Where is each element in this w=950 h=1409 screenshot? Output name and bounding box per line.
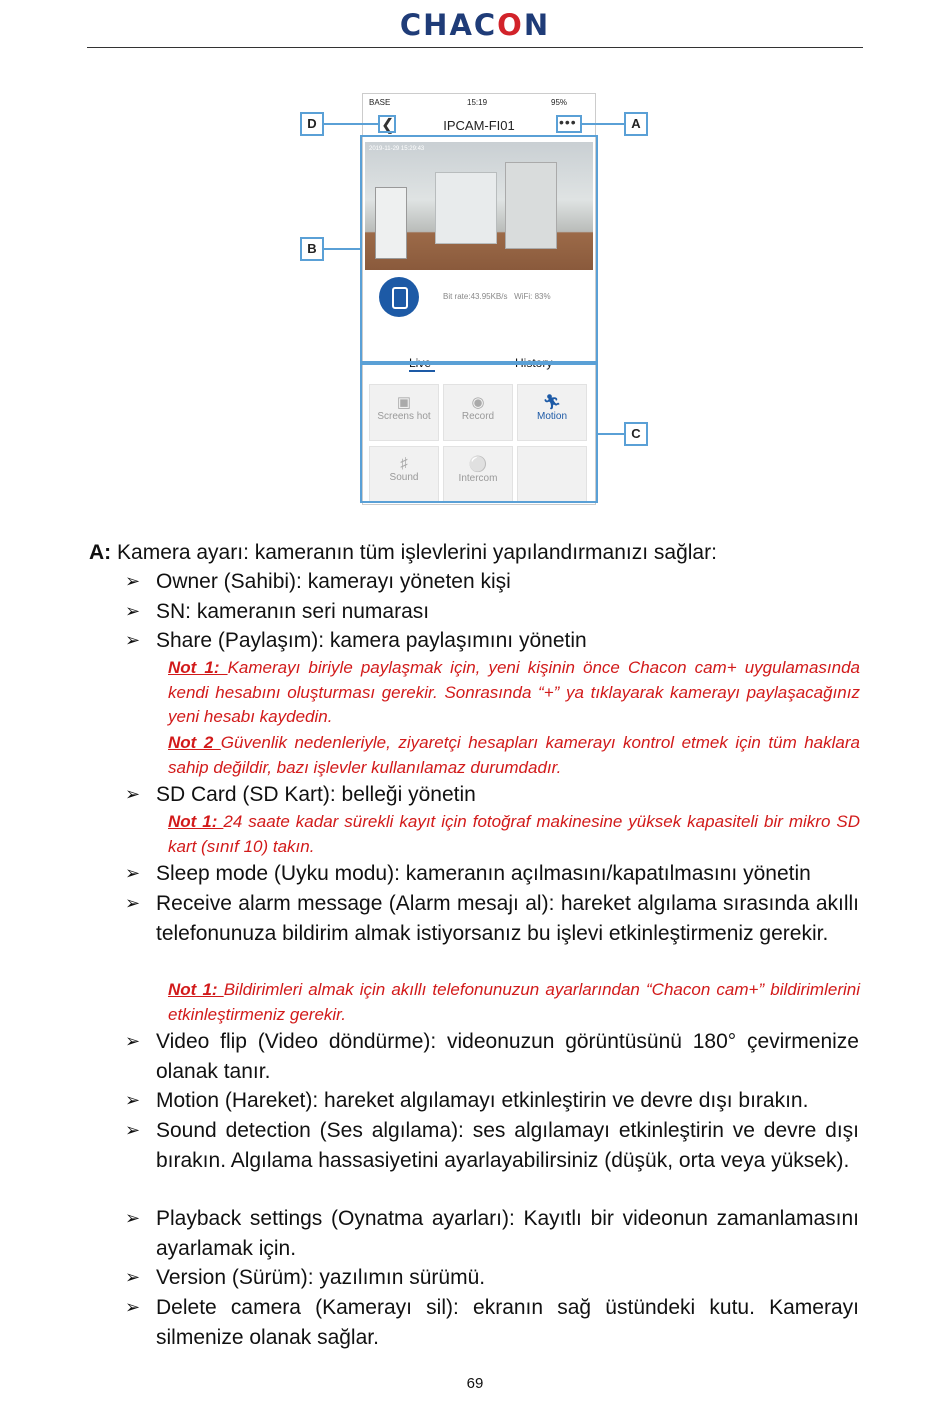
screenshot-icon: ▣ <box>396 394 412 411</box>
note-alarm-1: Not 1: Bildirimleri almak için akıllı telefonunuzun ayarlarından “Chacon cam+” bildirimlerini etkinleştirmeniz gerekir. <box>168 980 860 1024</box>
carrier: BASE <box>369 98 391 107</box>
list-item: ➢ Receive alarm message (Alarm mesajı al): hareket algılama sırasında akıllı telefonunuza bildirim almak istiyorsanız bu işlevi etkinleştirmeniz gerekir. <box>125 892 859 945</box>
battery: 95% <box>551 98 568 107</box>
camera-title: IPCAM-FI01 <box>443 118 515 133</box>
intro-line: A: Kamera ayarı: kameranın tüm işlevlerini yapılandırmanızı sağlar: <box>89 541 717 564</box>
list-item: ➢ SN: kameranın seri numarası <box>125 600 430 623</box>
list-item: ➢ Video flip (Video döndürme): videonuzun görüntüsünü 180° çevirmenize olanak tanır. <box>125 1030 859 1083</box>
video-timestamp: 2019-11-29 15:29:43 <box>369 146 425 152</box>
header-rule <box>87 47 863 48</box>
chacon-logo: CHACON <box>399 8 551 42</box>
status-time: 15:19 <box>467 98 488 107</box>
note-share-1: Not 1: Kamerayı biriyle paylaşmak için, yeni kişinin önce Chacon cam+ uygulamasında kendi hesabını oluşturması gerekir. Sonrasında “+” ya tıklayarak kamerayı paylaşacağınız yeni hesabı kaydedin. <box>168 658 861 726</box>
screenshot-button[interactable]: ▣ Screens hot <box>369 384 439 441</box>
wifi: WiFi: 83% <box>514 292 551 301</box>
record-icon: ◉ <box>471 394 485 411</box>
list-item: ➢ Motion (Hareket): hareket algılamayı etkinleştirin ve devre dışı bırakın. <box>125 1089 809 1112</box>
record-button[interactable]: ◉ Record <box>443 384 513 441</box>
more-icon[interactable]: ••• <box>559 114 577 130</box>
leader-a <box>580 123 624 125</box>
tab-history[interactable]: History <box>515 356 553 370</box>
leader-b <box>324 248 360 250</box>
callout-box-d <box>378 115 396 133</box>
microphone-icon: ⚪ <box>468 456 488 473</box>
list-item: ➢ Share (Paylaşım): kamera paylaşımını yönetin <box>125 629 587 652</box>
list-item: ➢ Delete camera (Kamerayı sil): ekranın sağ üstündeki kutu. Kamerayı silmenize olanak sağlar. <box>125 1296 859 1349</box>
tab-live[interactable]: Live <box>409 356 432 370</box>
label-a: A <box>624 112 648 136</box>
leader-d <box>324 123 378 125</box>
app-screenshot-figure <box>290 83 660 508</box>
note-sd-1: Not 1: 24 saate kadar sürekli kayıt için fotoğraf makinesine yüksek kapasiteli bir mikro SD kart (sınıf 10) takın. <box>168 812 860 856</box>
label-d: D <box>300 112 324 136</box>
leader-c <box>596 433 624 435</box>
sound-button[interactable]: ♯ Sound <box>369 446 439 503</box>
note-share-2: Not 2 Güvenlik nedenleriyle, ziyaretçi hesapları kamerayı kontrol etmek için tüm haklara sahip değildir, bazı işlevler kullanılamaz durumdadır. <box>168 733 860 777</box>
callout-box-c <box>360 363 598 503</box>
page-number: 69 <box>466 1375 484 1392</box>
label-b: B <box>300 237 324 261</box>
callout-box-a <box>556 115 582 133</box>
list-item: ➢ SD Card (SD Kart): belleği yönetin <box>125 783 476 806</box>
list-item: ➢ Sound detection (Ses algılama): ses algılamayı etkinleştirin ve devre dışı bırakın. Algılama hassasiyetini ayarlayabilirsiniz (düşük, orta veya yüksek). <box>125 1119 859 1172</box>
sound-muted-icon: ♯ <box>400 455 408 472</box>
list-item: ➢ Playback settings (Oynatma ayarları): Kayıtlı bir videonun zamanlamasını ayarlamak için. <box>125 1207 859 1260</box>
motion-button[interactable]: 🏃︎ Motion <box>517 384 587 441</box>
status-bar <box>363 94 595 110</box>
list-item: ➢ Owner (Sahibi): kamerayı yöneten kişi <box>125 570 511 593</box>
label-c: C <box>624 422 648 446</box>
back-icon[interactable]: ❮ <box>381 117 395 134</box>
callout-box-b <box>360 135 598 363</box>
motion-icon: 🏃︎ <box>542 394 562 411</box>
bitrate: Bit rate:43.95KB/s <box>443 292 508 301</box>
list-item: ➢ Sleep mode (Uyku modu): kameranın açılmasını/kapatılmasını yönetin <box>125 862 811 885</box>
intercom-button[interactable]: ⚪ Intercom <box>443 446 513 503</box>
list-item: ➢ Version (Sürüm): yazılımın sürümü. <box>125 1266 486 1289</box>
